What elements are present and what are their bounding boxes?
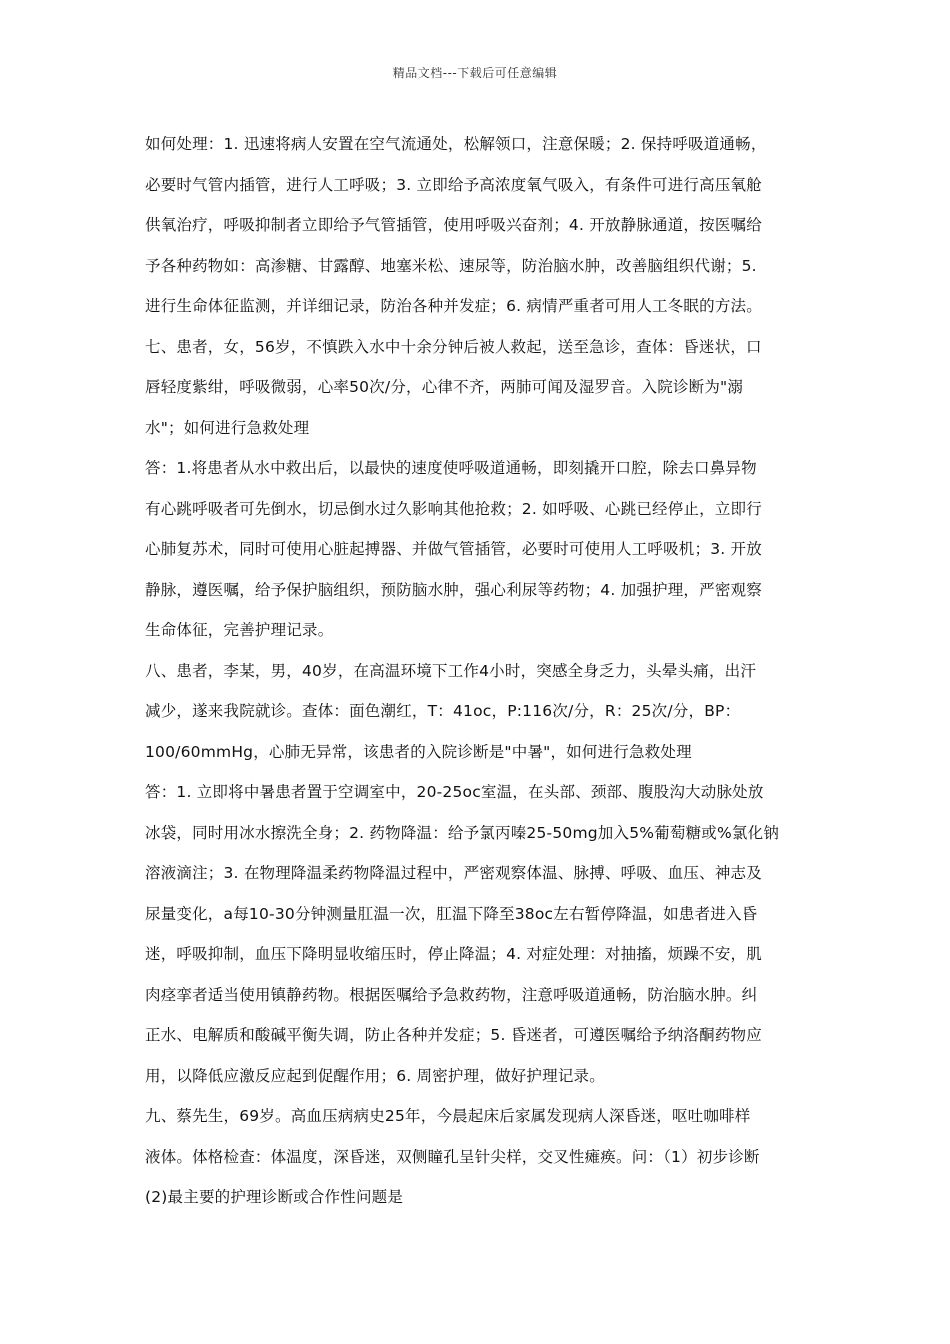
text-line: 唇轻度紫绀，呼吸微弱，心率50次/分，心律不齐，两肺可闻及湿罗音。入院诊断为"溺 <box>145 378 744 396</box>
text-line: 肉痉挛者适当使用镇静药物。根据医嘱给予急救药物，注意呼吸道通畅，防治脑水肿。纠 <box>145 985 758 1004</box>
answer-7-line: 答：1.将患者从水中救出后，以最快的速度使呼吸道通畅，即刻撬开口腔，除去口鼻异物 <box>145 459 757 477</box>
text-line: 液体。体格检查：体温度，深昏迷，双侧瞳孔呈针尖样，交叉性瘫痪。问：（1）初步诊断 <box>145 1147 760 1166</box>
text-line: 静脉，遵医嘱，给予保护脑组织，预防脑水肿，强心利尿等药物；4. 加强护理，严密观察 <box>145 580 762 599</box>
question-9-line: 九、蔡先生，69岁。高血压病病史25年，今晨起床后家属发现病人深昏迷，呕吐咖啡样 <box>145 1107 751 1125</box>
document-body <box>145 124 810 1218</box>
text-line: 尿量变化，a每10-30分钟测量肛温一次，肛温下降至38oc左右暂停降温，如患者进入昏 <box>145 904 758 923</box>
text-line: 水"；如何进行急救处理 <box>145 418 310 437</box>
question-7-line: 七、患者，女，56岁，不慎跌入水中十余分钟后被人救起，送至急诊，查体：昏迷状，口 <box>145 337 762 356</box>
text-line: 必要时气管内插管，进行人工呼吸；3. 立即给予高浓度氧气吸入，有条件可进行高压氧舱 <box>145 175 762 194</box>
answer-8-line: 答：1. 立即将中暑患者置于空调室中，20-25oc室温，在头部、颈部、腹股沟大动脉处放 <box>145 783 764 801</box>
page-header: 精品文档---下载后可任意编辑 <box>392 66 558 80</box>
text-line: 冰袋，同时用冰水擦洗全身；2. 药物降温：给予氯丙嗪25-50mg加入5%葡萄糖或%氯化钠 <box>145 823 780 842</box>
text-line: 100/60mmHg，心肺无异常，该患者的入院诊断是"中暑"，如何进行急救处理 <box>145 742 692 761</box>
text-line: 溶液滴注；3. 在物理降温柔药物降温过程中，严密观察体温、脉搏、呼吸、血压、神志及 <box>145 864 762 882</box>
text-line: (2)最主要的护理诊断或合作性问题是 <box>145 1188 404 1206</box>
text-line: 供氧治疗，呼吸抑制者立即给予气管插管，使用呼吸兴奋剂；4. 开放静脉通道，按医嘱给 <box>145 216 762 234</box>
text-line: 予各种药物如：高渗糖、甘露醇、地塞米松、速尿等，防治脑水肿，改善脑组织代谢；5. <box>145 256 757 275</box>
text-line: 迷，呼吸抑制，血压下降明显收缩压时，停止降温；4. 对症处理：对抽搐，烦躁不安，肌 <box>145 945 762 963</box>
text-line: 生命体征，完善护理记录。 <box>145 621 334 639</box>
text-line: 用，以降低应激反应起到促醒作用；6. 周密护理，做好护理记录。 <box>145 1066 605 1085</box>
text-line: 进行生命体征监测，并详细记录，防治各种并发症；6. 病情严重者可用人工冬眠的方法。 <box>145 297 762 315</box>
text-line: 如何处理：1. 迅速将病人安置在空气流通处，松解领口，注意保暖；2. 保持呼吸道通畅， <box>145 135 767 153</box>
text-line: 有心跳呼吸者可先倒水，切忌倒水过久影响其他抢救；2. 如呼吸、心跳已经停止，立即行 <box>145 499 762 518</box>
question-8-line: 八、患者，李某，男，40岁，在高温环境下工作4小时，突感全身乏力，头晕头痛，出汗 <box>145 661 757 680</box>
text-line: 心肺复苏术，同时可使用心脏起搏器、并做气管插管，必要时可使用人工呼吸机；3. 开放 <box>145 540 762 558</box>
text-line: 减少，遂来我院就诊。查体：面色潮红，T：41oc，P:116次/分，R：25次/分，BP： <box>145 702 741 720</box>
text-line: 正水、电解质和酸碱平衡失调，防止各种并发症；5. 昏迷者，可遵医嘱给予纳洛酮药物应 <box>145 1026 762 1044</box>
